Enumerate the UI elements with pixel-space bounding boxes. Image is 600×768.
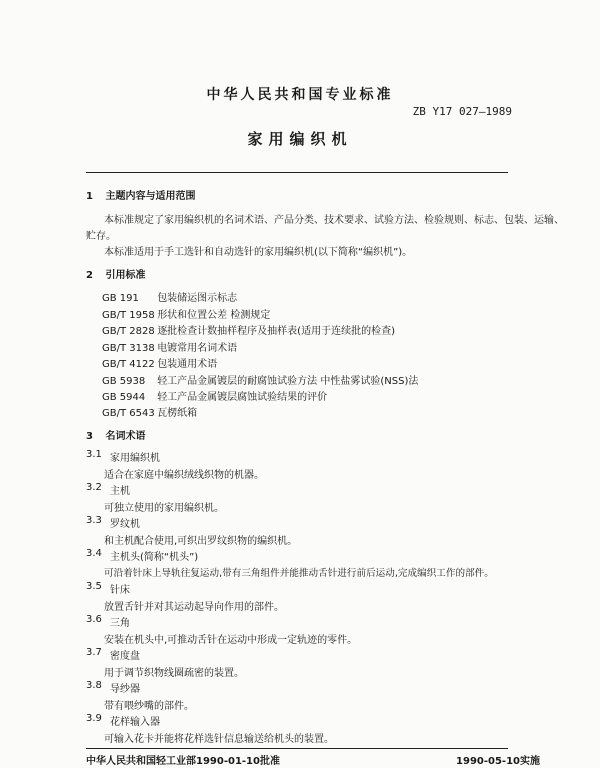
reference-item <box>102 355 217 370</box>
term-definition: 带有喂纱嘴的部件。 <box>104 701 194 712</box>
reference-code: GB/T 6543 <box>102 408 155 419</box>
term-number: 3.1 <box>86 449 102 460</box>
reference-item <box>102 372 418 387</box>
term-number: 3.8 <box>86 680 102 691</box>
term-name: 导纱器 <box>110 684 140 695</box>
term-name: 主机 <box>110 486 130 497</box>
reference-title: 逐批检查计数抽样程序及抽样表(适用于连续批的检查) <box>157 326 395 337</box>
effective-date: 1990-05-10实施 <box>456 756 540 767</box>
term-name: 三角 <box>110 618 130 629</box>
term-name: 针床 <box>110 585 130 596</box>
reference-title: 轻工产品金属镀层腐蚀试验结果的评价 <box>157 392 328 403</box>
page-title: 家用编织机 <box>247 130 353 148</box>
term-name: 家用编织机 <box>110 453 160 464</box>
reference-code: GB/T 3138 <box>102 343 155 354</box>
term-name: 主机头(简称“机头”) <box>110 552 199 563</box>
approval-line: 中华人民共和国轻工业部1990-01-10批准 <box>86 756 280 767</box>
reference-item <box>102 339 237 354</box>
reference-code: GB/T 2828 <box>102 326 155 337</box>
org-title: 中华人民共和国专业标准 <box>206 87 394 103</box>
term-number: 3.9 <box>86 713 102 724</box>
term-definition: 可输入花卡并能将花样选针信息输送给机头的装置。 <box>104 734 334 745</box>
section-3-heading <box>86 427 145 442</box>
term-name: 密度盘 <box>110 651 140 662</box>
section-1-para-1-line-2: 贮存。 <box>86 231 116 242</box>
section-1-number: 1 <box>86 191 93 202</box>
reference-code: GB/T 4122 <box>102 359 155 370</box>
reference-title: 形状和位置公差 检测规定 <box>157 310 271 321</box>
section-3-number: 3 <box>86 431 93 442</box>
section-1-para-2: 本标准适用于手工选针和自动选针的家用编织机(以下简称“编织机”)。 <box>104 247 413 258</box>
section-1-title: 主题内容与适用范围 <box>105 191 196 202</box>
reference-item <box>102 388 327 403</box>
section-2-number: 2 <box>86 270 93 281</box>
term-name: 罗纹机 <box>110 519 140 530</box>
footer-divider <box>86 748 508 749</box>
standard-code: ZB Y17 027—1989 <box>412 105 512 118</box>
reference-title: 瓦楞纸箱 <box>157 408 198 419</box>
reference-code: GB/T 1958 <box>102 310 155 321</box>
reference-title: 电镀常用名词术语 <box>157 343 238 354</box>
reference-title: 包装储运图示标志 <box>157 293 238 304</box>
header-divider <box>86 172 508 173</box>
section-1-para-1-line-1: 本标准规定了家用编织机的名词术语、产品分类、技术要求、试验方法、检验规则、标志、包装、运输、 <box>104 215 564 226</box>
section-2-heading <box>86 266 145 281</box>
term-definition: 用于调节织物线圈疏密的装置。 <box>104 668 244 679</box>
term-number: 3.2 <box>86 482 102 493</box>
reference-title: 包装通用术语 <box>157 359 218 370</box>
reference-code: GB 5944 <box>102 392 146 403</box>
reference-item <box>102 322 395 337</box>
reference-item <box>102 404 197 419</box>
term-name: 花样输入器 <box>110 717 160 728</box>
term-definition: 适合在家庭中编织绒线织物的机器。 <box>104 470 264 481</box>
reference-item <box>102 306 270 321</box>
term-definition: 可独立使用的家用编织机。 <box>104 503 224 514</box>
reference-code: GB 191 <box>102 293 139 304</box>
term-number: 3.5 <box>86 581 102 592</box>
section-3-title: 名词术语 <box>105 431 146 442</box>
reference-code: GB 5938 <box>102 376 146 387</box>
term-definition: 安装在机头中,可推动舌针在运动中形成一定轨迹的零件。 <box>104 635 358 646</box>
reference-title: 轻工产品金属镀层的耐腐蚀试验方法 中性盐雾试验(NSS)法 <box>157 376 419 387</box>
reference-item <box>102 289 237 304</box>
term-number: 3.3 <box>86 515 102 526</box>
term-definition: 和主机配合使用,可织出罗纹织物的编织机。 <box>104 536 298 547</box>
term-number: 3.7 <box>86 647 102 658</box>
section-2-title: 引用标准 <box>105 270 146 281</box>
term-definition: 放置舌针并对其运动起导向作用的部件。 <box>104 602 284 613</box>
term-number: 3.4 <box>86 548 102 559</box>
section-1-heading <box>86 187 195 202</box>
term-number: 3.6 <box>86 614 102 625</box>
term-definition: 可沿着针床上导轨往复运动,带有三角组件并能推动舌针进行前后运动,完成编织工作的部件。 <box>104 568 494 579</box>
